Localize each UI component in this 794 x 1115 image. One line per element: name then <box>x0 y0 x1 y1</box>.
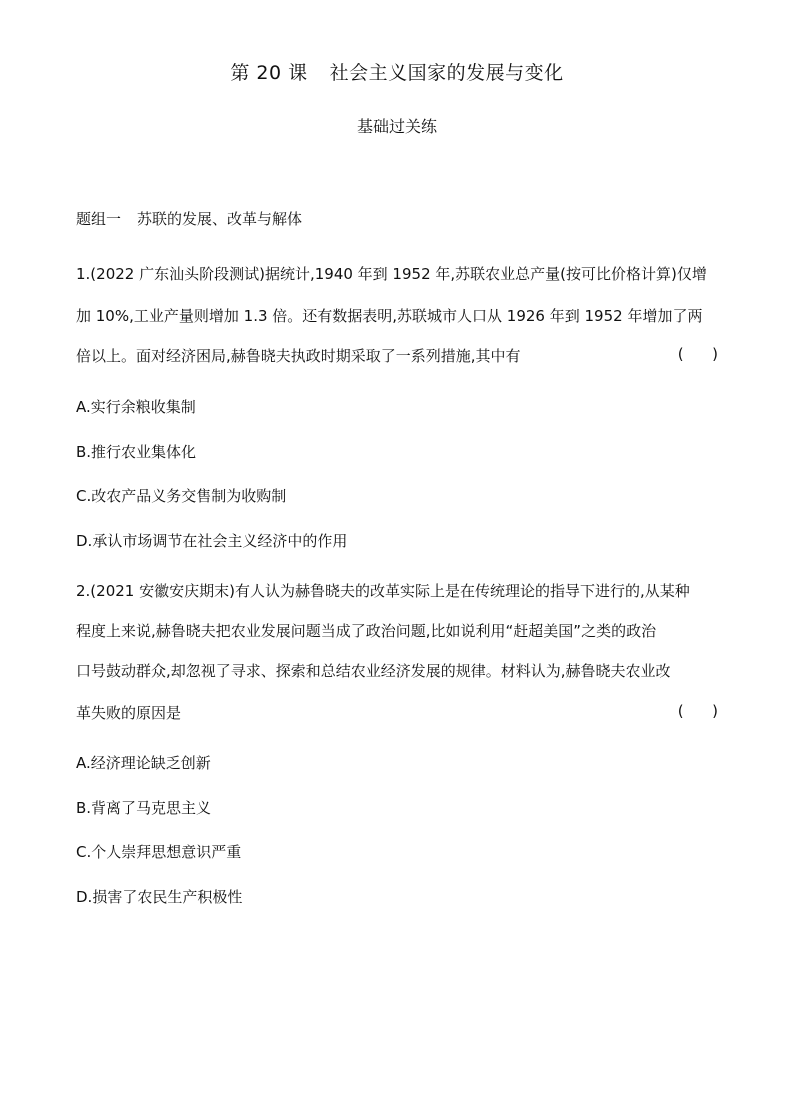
option-c: C.个人崇拜思想意识严重 <box>76 843 242 861</box>
question-2-line-1: 2.(2021 安徽安庆期末)有人认为赫鲁晓夫的改革实际上是在传统理论的指导下进行的,从某种 <box>76 582 690 600</box>
group-label: 题组一 <box>76 210 122 228</box>
question-2-line-4: 革失败的原因是 <box>76 704 182 722</box>
answer-bracket: ( ) <box>677 345 718 363</box>
option-d: D.损害了农民生产积极性 <box>76 888 243 906</box>
option-a: A.实行余粮收集制 <box>76 398 196 416</box>
option-a: A.经济理论缺乏创新 <box>76 754 211 772</box>
option-c: C.改农产品义务交售制为收购制 <box>76 487 287 505</box>
question-1-line-3-row <box>76 345 718 366</box>
option-d: D.承认市场调节在社会主义经济中的作用 <box>76 532 348 550</box>
lesson-title <box>0 58 794 85</box>
question-1-line-2: 加 10%,工业产量则增加 1.3 倍。还有数据表明,苏联城市人口从 1926 年到 1952 年增加了两 <box>76 307 703 325</box>
lesson-title-text: 社会主义国家的发展与变化 <box>329 62 564 84</box>
option-b: B.背离了马克思主义 <box>76 799 212 817</box>
option-b: B.推行农业集体化 <box>76 443 197 461</box>
question-2-line-3: 口号鼓动群众,却忽视了寻求、探索和总结农业经济发展的规律。材料认为,赫鲁晓夫农业改 <box>76 662 671 680</box>
question-group-heading <box>76 208 302 229</box>
question-1-line-3: 倍以上。面对经济困局,赫鲁晓夫执政时期采取了一系列措施,其中有 <box>76 347 521 365</box>
question-2-line-2: 程度上来说,赫鲁晓夫把农业发展问题当成了政治问题,比如说利用“赶超美国”之类的政治 <box>76 622 657 640</box>
question-1-line-1: 1.(2022 广东汕头阶段测试)据统计,1940 年到 1952 年,苏联农业总产量(按可比价格计算)仅增 <box>76 265 707 283</box>
question-2-line-4-row <box>76 702 718 723</box>
answer-bracket: ( ) <box>677 702 718 720</box>
section-subtitle: 基础过关练 <box>356 117 437 136</box>
lesson-number: 第 20 课 <box>230 62 308 84</box>
group-text: 苏联的发展、改革与解体 <box>137 210 303 228</box>
